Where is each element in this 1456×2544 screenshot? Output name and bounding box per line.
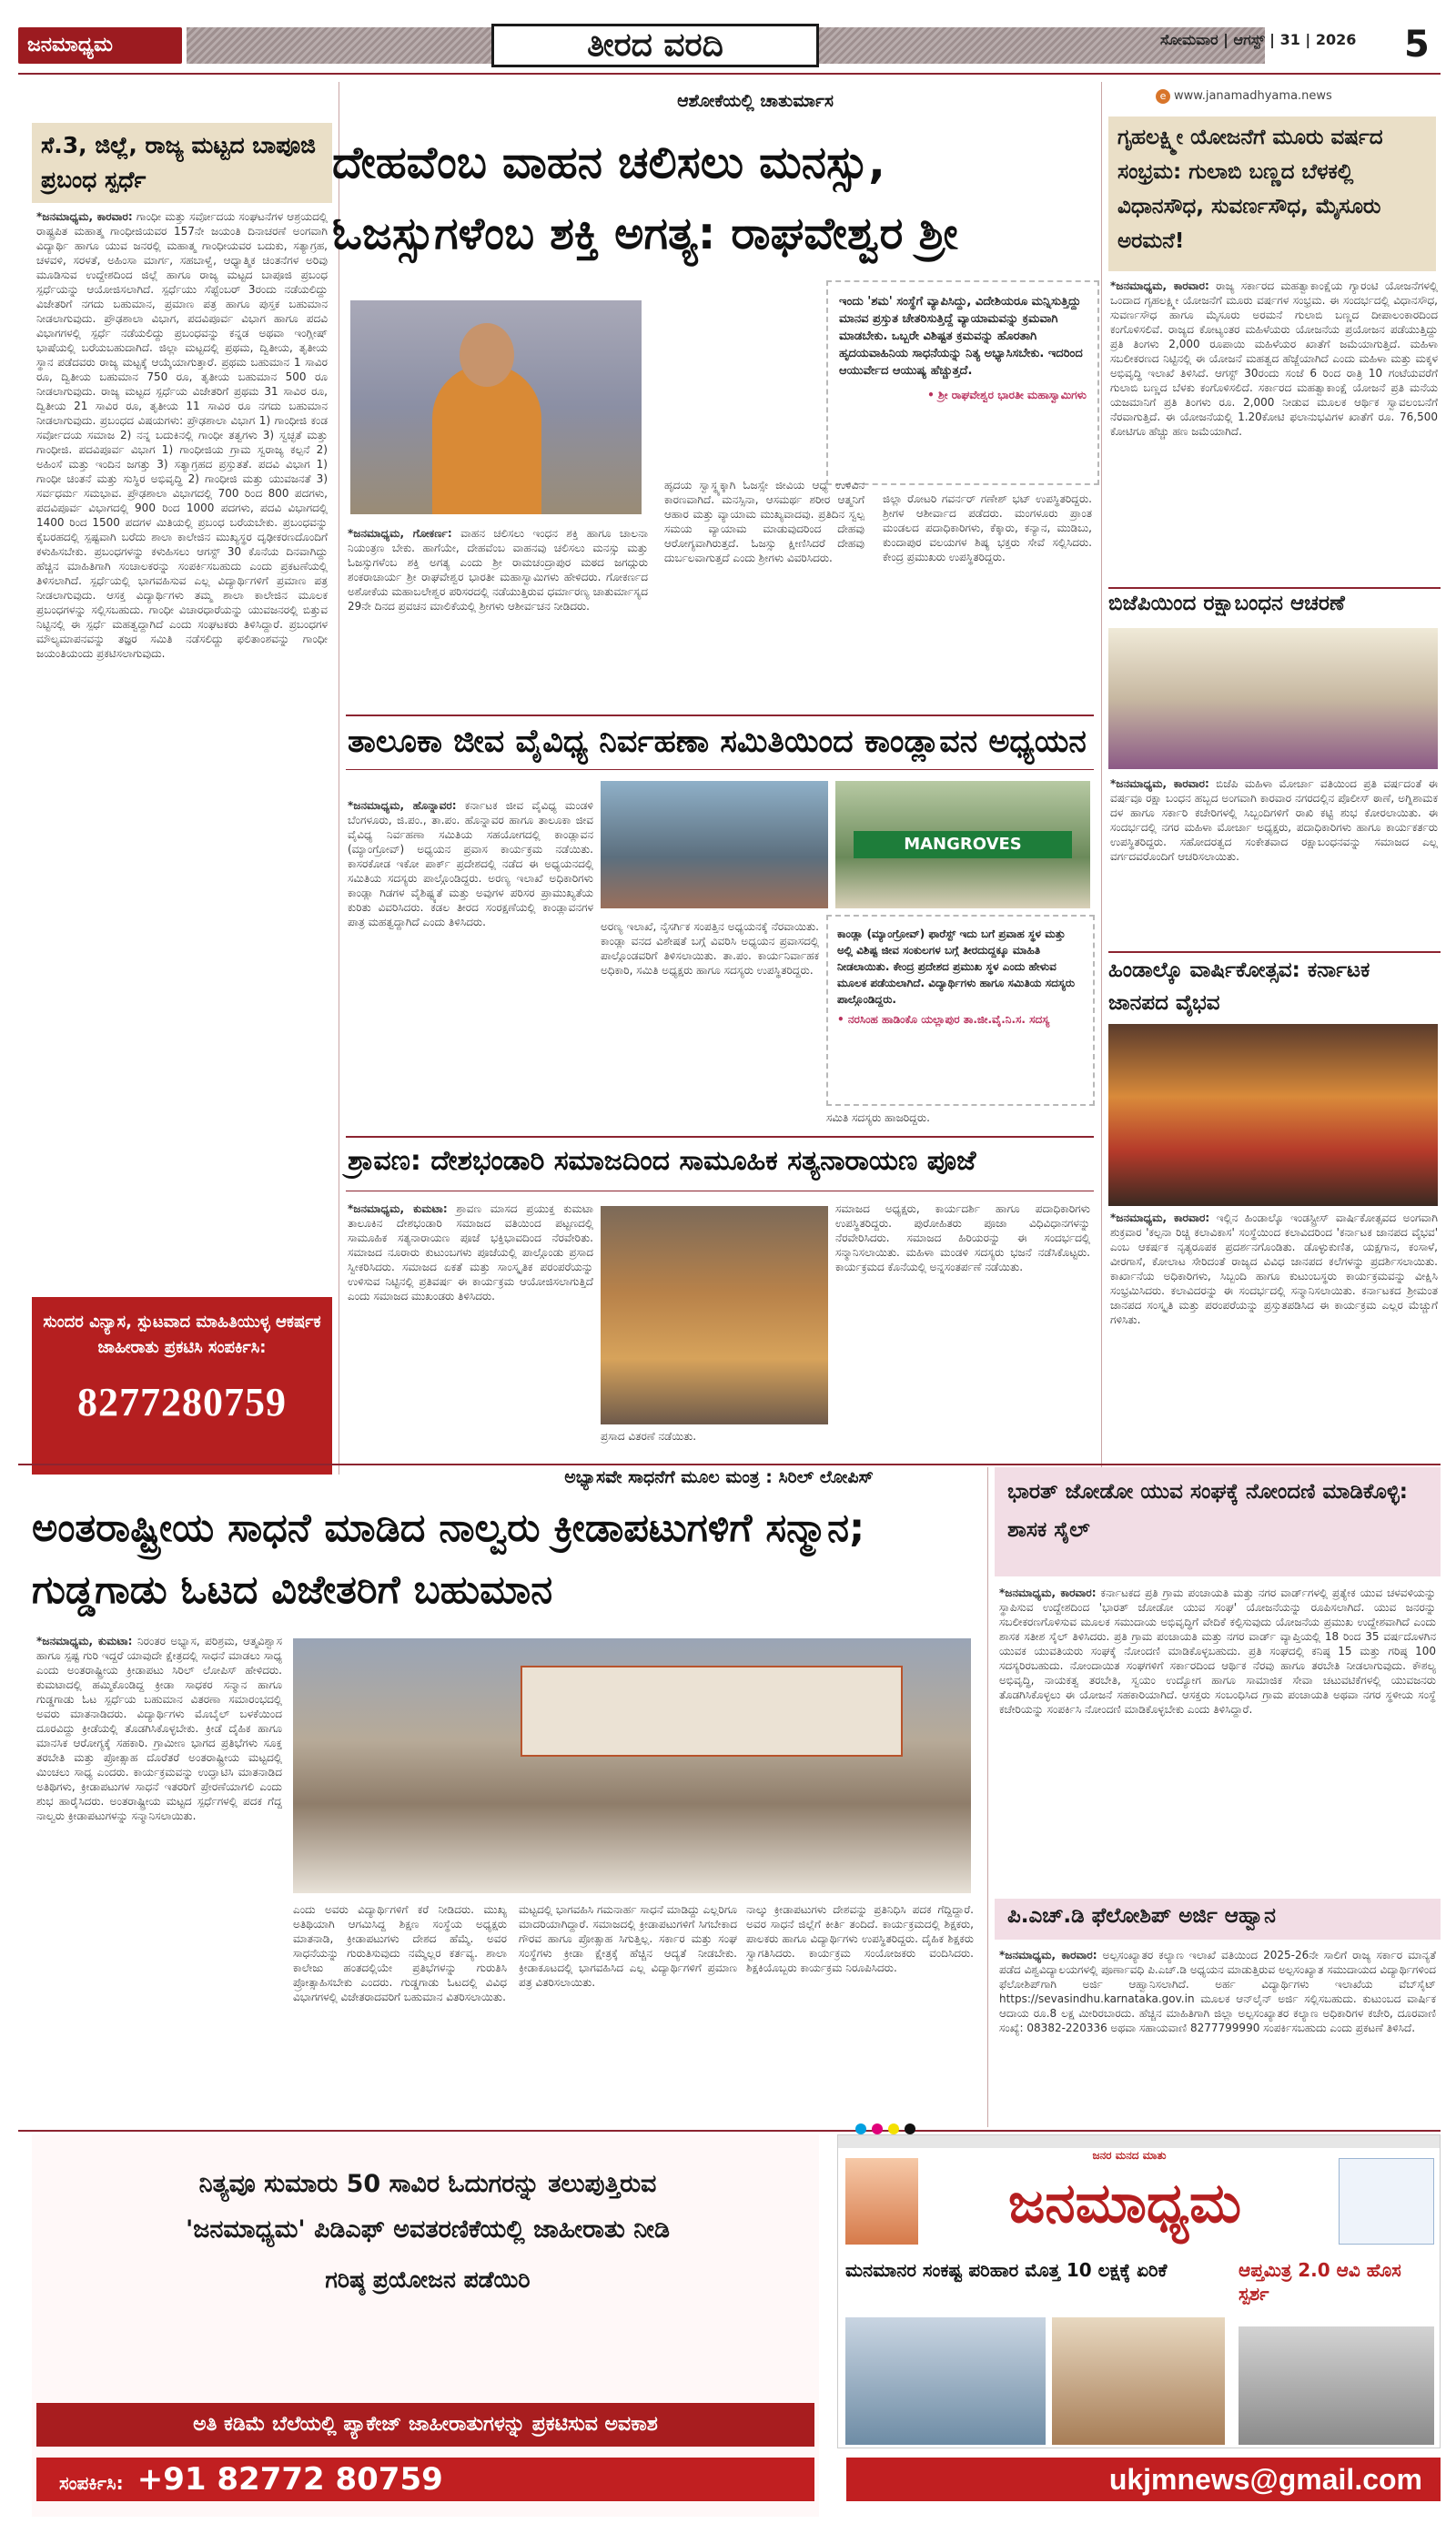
story-text: ಇಲ್ಲಿನ ಹಿಂಡಾಲ್ಕೊ ಇಂಡಸ್ಟ್ರೀಸ್ ವಾರ್ಷಿಕೋತ್ಸವದ ಅಂಗವಾಗಿ ಶುಕ್ರವಾರ 'ಕಲ್ಪನಾ ರಿಚ್ಚಿ ಕಲಾವಿಕಾಸ' ಸಂಸ್ಥೆಯಿಂದ ಕಲಾವಿದರಿಂದ 'ಕರ್ನಾಟಕ ಜಾನಪದ ವೈಭವ' ಎಂಬ ಆಕರ್ಷಕ ನೃತ್ಯರೂಪಕ ಪ್ರದರ್ಶನಗೊಂಡಿತು. ಡೊಳ್ಳುಕುಣಿತ, ಯಕ್ಷಗಾನ, ಕಂಸಾಳೆ, ವೀರಗಾಸೆ, ಕೋಲಾಟ ಸೇರಿದಂತೆ ರಾಜ್ಯದ ವಿವಿಧ ಜಾನಪದ ಕಲೆಗಳನ್ನು ಪ್ರದರ್ಶಿಸಲಾಯಿತು. ಕಾರ್ಖಾನೆಯ ಅಧಿಕಾರಿಗಳು, ಸಿಬ್ಬಂದಿ ಹಾಗೂ ಕುಟುಂಬಸ್ಥರು ಕಾರ್ಯಕ್ರಮವನ್ನು ವೀಕ್ಷಿಸಿ ಸಂಭ್ರಮಿಸಿದರು. ಕಲಾವಿದರನ್ನು ಈ ಸಂದರ್ಭದಲ್ಲಿ ಸನ್ಮಾನಿಸಲಾಯಿತು. ಕರ್ನಾಟಕದ ಶ್ರೀಮಂತ ಜಾನಪದ ಸಂಸ್ಕೃತಿ ಮತ್ತು ಪರಂಪರೆಯನ್ನು ಪ್ರಸ್ತುತಪಡಿಸಿದ ಈ ಕಾರ್ಯಕ್ರಮ ಎಲ್ಲರ ಮೆಚ್ಚುಗೆ ಗಳಿಸಿತು. bbox=[1110, 1211, 1438, 1326]
rakshabandhan-headline: ಬಿಜೆಪಿಯಿಂದ ರಕ್ಷಾಬಂಧನ ಆಚರಣೆ bbox=[1108, 592, 1345, 615]
taluka-headline: ತಾಲೂಕಾ ಜೀವ ವೈವಿಧ್ಯ ನಿರ್ವಹಣಾ ಸಮಿತಿಯಿಂದ ಕಾಂಡ್ಲಾವನ ಅಧ್ಯಯನ bbox=[348, 724, 1087, 760]
sports-story-body bbox=[519, 1902, 737, 2125]
mangroves-banner: MANGROVES bbox=[854, 831, 1072, 858]
story-text: ಅರಣ್ಯ ಇಲಾಖೆ, ನೈಸರ್ಗಿಕ ಸಂಪತ್ತಿನ ಅಧ್ಯಯನಕ್ಕೆ ನೆರವಾಯಿತು. ಕಾಂಡ್ಲಾ ವನದ ವಿಶೇಷತೆ ಬಗ್ಗೆ ವಿವರಿಸಿ ಅಧ್ಯಯನ ಪ್ರವಾಸದಲ್ಲಿ ಪಾಲ್ಗೊಂಡವರಿಗೆ ತಿಳಿಸಲಾಯಿತು. ತಾ.ಪಂ. ಕಾರ್ಯನಿರ್ವಾಹಕ ಅಧಿಕಾರಿ, ಸಮಿತಿ ಅಧ್ಯಕ್ಷರು ಹಾಗೂ ಸದಸ್ಯರು ಉಪಸ್ಥಿತರಿದ್ದರು. bbox=[601, 920, 819, 977]
byline: *ಜನಮಾಧ್ಯಮ, ಗೋಕರ್ಣ: bbox=[348, 527, 452, 540]
byline: *ಜನಮಾಧ್ಯಮ, ಕಾರವಾರ: bbox=[999, 1586, 1097, 1599]
shravana-story-body bbox=[835, 1201, 1090, 1456]
felicitation-photo bbox=[293, 1638, 971, 1893]
registration-dot bbox=[855, 2123, 866, 2134]
swamiji-photo bbox=[350, 300, 642, 514]
hindalco-headline: ಹಿಂಡಾಲ್ಕೊ ವಾರ್ಷಿಕೋತ್ಸವ: ಕರ್ನಾಟಕ ಜಾನಪದ ವೈಭವ bbox=[1108, 958, 1370, 1015]
main-kicker: ಆಶೋಕೆಯಲ್ಲಿ ಚಾತುರ್ಮಾಸ bbox=[677, 91, 834, 111]
section-rule bbox=[1108, 587, 1441, 589]
story-text: ಬಿಜೆಪಿ ಮಹಿಳಾ ಮೋರ್ಚಾ ವತಿಯಿಂದ ಪ್ರತಿ ವರ್ಷದಂತೆ ಈ ವರ್ಷವೂ ರಕ್ಷಾ ಬಂಧನ ಹಬ್ಬದ ಅಂಗವಾಗಿ ಕಾರವಾರ ನಗರದಲ್ಲಿನ ಪೊಲೀಸ್ ಠಾಣೆ, ಅಗ್ನಿಶಾಮಕ ದಳ ಹಾಗೂ ಸರ್ಕಾರಿ ಕಚೇರಿಗಳಲ್ಲಿ ಸಿಬ್ಬಂದಿಗಳಿಗೆ ರಾಖಿ ಕಟ್ಟಿ ಶುಭ ಕೋರಲಾಯಿತು. ಈ ಸಂದರ್ಭದಲ್ಲಿ ನಗರ ಮಹಿಳಾ ಮೋರ್ಚಾ ಅಧ್ಯಕ್ಷರು, ಪದಾಧಿಕಾರಿಗಳು ಹಾಗೂ ಕಾರ್ಯಕರ್ತರು ಉಪಸ್ಥಿತರಿದ್ದರು. ಸಹೋದರತ್ವದ ಸಂಕೇತವಾದ ರಕ್ಷಾಬಂಧನವನ್ನು ಸಮಾಜದ ಎಲ್ಲ ವರ್ಗದವರೊಂದಿಗೆ ಆಚರಿಸಲಾಯಿತು. bbox=[1110, 777, 1438, 863]
thumbnail-logo: ಜನಮಾಧ್ಯಮ bbox=[1007, 2172, 1242, 2235]
ad-line: 'ಜನಮಾಧ್ಯಮ' ಪಿಡಿಎಫ್ ಅವತರಣಿಕೆಯಲ್ಲಿ ಜಾಹೀರಾತು ನೀಡಿ bbox=[185, 2215, 671, 2244]
ad-line: ಗರಿಷ್ಠ ಪ್ರಯೋಜನ ಪಡೆಯಿರಿ bbox=[325, 2266, 531, 2293]
taluka-story-body bbox=[826, 1110, 1095, 1129]
taluka-story-body bbox=[601, 919, 819, 1127]
bharat-jodo-body bbox=[999, 1586, 1436, 1890]
thumbnail-headline: ಮನಮಾನರ ಸಂಕಷ್ಟ ಪರಿಹಾರ ಮೊತ್ತ 10 ಲಕ್ಷಕ್ಕೆ ಏರಿಕೆ bbox=[845, 2259, 1168, 2281]
byline: *ಜನಮಾಧ್ಯಮ, ಕಾರವಾರ: bbox=[1110, 279, 1209, 292]
page-number: 5 bbox=[1404, 24, 1430, 66]
section-rule bbox=[18, 1464, 1441, 1465]
quote-attribution: • ಶ್ರೀ ರಾಘವೇಶ್ವರ ಭಾರತೀ ಮಹಾಸ್ವಾಮಿಗಳು bbox=[927, 389, 1087, 401]
story-text: ರಾಜ್ಯ ಸರ್ಕಾರದ ಮಹತ್ವಾಕಾಂಕ್ಷೆಯ ಗ್ಯಾರಂಟಿ ಯೋಜನೆಗಳಲ್ಲಿ ಒಂದಾದ ಗೃಹಲಕ್ಷ್ಮೀ ಯೋಜನೆಗೆ ಮೂರು ವರ್ಷಗಳ ಸಂಭ್ರಮ. ಈ ಸಂದರ್ಭದಲ್ಲಿ ವಿಧಾನಸೌಧ, ಸುವರ್ಣಸೌಧ ಹಾಗೂ ಮೈಸೂರು ಅರಮನೆ ಗುಲಾಬಿ ಬಣ್ಣದ ದೀಪಾಲಂಕಾರದಿಂದ ಕಂಗೊಳಿಸಲಿವೆ. ರಾಜ್ಯದ ಕೋಟ್ಯಂತರ ಮಹಿಳೆಯರು ಯೋಜನೆಯ ಪ್ರಯೋಜನ ಪಡೆಯುತ್ತಿದ್ದು ಪ್ರತಿ ತಿಂಗಳು 2,000 ರೂಪಾಯಿ ಮಹಿಳೆಯರ ಖಾತೆಗೆ ಜಮೆಯಾಗುತ್ತಿದೆ. ಮಹಿಳಾ ಸಬಲೀಕರಣದ ನಿಟ್ಟಿನಲ್ಲಿ ಈ ಯೋಜನೆ ಮಹತ್ವದ ಹೆಜ್ಜೆಯಾಗಿದೆ ಎಂದು ಮಹಿಳಾ ಮತ್ತು ಮಕ್ಕಳ ಅಭಿವೃದ್ಧಿ ಇಲಾಖೆ ತಿಳಿಸಿದೆ. ಆಗಸ್ಟ್ 30ರಂದು ಸಂಜೆ 6 ರಿಂದ ರಾತ್ರಿ 10 ಗಂಟೆಯವರೆಗೆ ಗುಲಾಬಿ ಬಣ್ಣದ ಬೆಳಕು ಕಂಗೊಳಿಸಲಿದೆ. ಸರ್ಕಾರದ ಮಹತ್ವಾಕಾಂಕ್ಷೆ ಯೋಜನೆ ಪ್ರತಿ ಮನೆಯ ಯಜಮಾನಿಗೆ ಪ್ರತಿ ತಿಂಗಳು ರೂ. 2,000 ನೀಡುವ ಮೂಲಕ ಆರ್ಥಿಕ ಸ್ವಾವಲಂಬನೆಗೆ ನೆರವಾಗುತ್ತಿದೆ. ಈ ಯೋಜನೆಯಲ್ಲಿ 1.20ಕೋಟಿ ಫಲಾನುಭವಿಗಳ ಖಾತೆಗೆ ರೂ. 76,500 ಕೋಟಿಗೂ ಹೆಚ್ಚು ಹಣ ಜಮೆಯಾಗಿದೆ. bbox=[1110, 279, 1438, 438]
left-story-header bbox=[32, 123, 332, 203]
section-rule bbox=[346, 769, 1094, 770]
column-divider bbox=[1101, 82, 1102, 1475]
header-rule bbox=[18, 73, 1441, 75]
section-title: ತೀರದ ವರದಿ bbox=[491, 24, 819, 67]
story-text: ಹೃದಯ ಸ್ವಾಸ್ಥ್ಯಕ್ಕಾಗಿ ಓಜಸ್ಸೇ ಜೀವಿಯ ಆಧ್ಯ ಉಳಿವಿನ ಕಾರಣವಾಗಿದೆ. ಮನಸ್ಸಿನಾ, ಆಸಮರ್ಥ ಶರೀರ ಆತ್ಮನಿಗೆ ಆಹಾರ ಮತ್ತು ವ್ಯಾಯಾಮ ಮುಖ್ಯವಾದವು. ಪ್ರತಿದಿನ ಸ್ವಲ್ಪ ಸಮಯ ವ್ಯಾಯಾಮ ಮಾಡುವುದರಿಂದ ದೇಹವು ಆರೋಗ್ಯವಾಗಿರುತ್ತದೆ. ಓಜಸ್ಸು ಕ್ಷೀಣಿಸಿದರೆ ದೇಹವು ದುರ್ಬಲವಾಗುತ್ತದೆ ಎಂದು ಶ್ರೀಗಳು ವಿವರಿಸಿದರು. bbox=[664, 479, 864, 564]
shravana-story-body bbox=[601, 1429, 828, 1456]
story-text: ನಿರಂತರ ಅಭ್ಯಾಸ, ಪರಿಶ್ರಮ, ಆತ್ಮವಿಶ್ವಾಸ ಹಾಗೂ ಸ್ಪಷ್ಟ ಗುರಿ ಇದ್ದರೆ ಯಾವುದೇ ಕ್ಷೇತ್ರದಲ್ಲಿ ಸಾಧನೆ ಮಾಡಲು ಸಾಧ್ಯ ಎಂದು ಅಂತರಾಷ್ಟ್ರೀಯ ಕ್ರೀಡಾಪಟು ಸಿರಿಲ್ ಲೋಪಿಸ್ ಹೇಳಿದರು. ಕುಮಟಾದಲ್ಲಿ ಹಮ್ಮಿಕೊಂಡಿದ್ದ ಕ್ರೀಡಾ ಸಾಧಕರ ಸನ್ಮಾನ ಹಾಗೂ ಗುಡ್ಡಗಾಡು ಓಟ ಸ್ಪರ್ಧೆಯ ಬಹುಮಾನ ವಿತರಣಾ ಸಮಾರಂಭದಲ್ಲಿ ಅವರು ಮಾತನಾಡಿದರು. ವಿದ್ಯಾರ್ಥಿಗಳು ಮೊಬೈಲ್ ಬಳಕೆಯಿಂದ ದೂರವಿದ್ದು ಕ್ರೀಡೆಯಲ್ಲಿ ತೊಡಗಿಸಿಕೊಳ್ಳಬೇಕು. ಕ್ರೀಡೆ ದೈಹಿಕ ಹಾಗೂ ಮಾನಸಿಕ ಆರೋಗ್ಯಕ್ಕೆ ಸಹಕಾರಿ. ಗ್ರಾಮೀಣ ಭಾಗದ ಪ್ರತಿಭೆಗಳು ಸೂಕ್ತ ತರಬೇತಿ ಮತ್ತು ಪ್ರೋತ್ಸಾಹ ದೊರೆತರೆ ಅಂತರಾಷ್ಟ್ರೀಯ ಮಟ್ಟದಲ್ಲಿ ಮಿಂಚಲು ಸಾಧ್ಯ ಎಂದರು. ಕಾರ್ಯಕ್ರಮವನ್ನು ಉದ್ಘಾಟಿಸಿ ಮಾತನಾಡಿದ ಅತಿಥಿಗಳು, ಕ್ರೀಡಾಪಟುಗಳ ಸಾಧನೆ ಇತರರಿಗೆ ಪ್ರೇರಣೆಯಾಗಲಿ ಎಂದು ಶುಭ ಹಾರೈಸಿದರು. ಅಂತರಾಷ್ಟ್ರೀಯ ಮಟ್ಟದ ಸ್ಪರ್ಧೆಗಳಲ್ಲಿ ಪದಕ ಗೆದ್ದ ನಾಲ್ವರು ಕ್ರೀಡಾಪಟುಗಳನ್ನು ಸನ್ಮಾನಿಸಲಾಯಿತು. bbox=[36, 1635, 282, 1822]
thumbnail-photo bbox=[845, 2317, 1046, 2445]
grihalakshmi-body bbox=[1110, 279, 1438, 588]
grihalakshmi-headline: ಗೃಹಲಕ್ಷ್ಮೀ ಯೋಜನೆಗೆ ಮೂರು ವರ್ಷದ ಸಂಭ್ರಮ: ಗುಲಾಬಿ ಬಣ್ಣದ ಬೆಳಕಲ್ಲಿ ವಿಧಾನಸೌಧ, ಸುವರ್ಣಸೌಧ, ಮೈಸೂರು ಅರಮನೆ! bbox=[1108, 117, 1436, 271]
contact-label: ಸಂಪರ್ಕಿಸಿ: bbox=[59, 2472, 124, 2494]
story-text: ಎಂದು ಅವರು ವಿದ್ಯಾರ್ಥಿಗಳಿಗೆ ಕರೆ ನೀಡಿದರು. ಮುಖ್ಯ ಅತಿಥಿಯಾಗಿ ಆಗಮಿಸಿದ್ದ ಶಿಕ್ಷಣ ಸಂಸ್ಥೆಯ ಅಧ್ಯಕ್ಷರು ಮಾತನಾಡಿ, ಕ್ರೀಡಾಪಟುಗಳು ದೇಶದ ಹೆಮ್ಮೆ. ಅವರ ಸಾಧನೆಯನ್ನು ಗುರುತಿಸುವುದು ನಮ್ಮೆಲ್ಲರ ಕರ್ತವ್ಯ. ಶಾಲಾ ಕಾಲೇಜು ಹಂತದಲ್ಲಿಯೇ ಪ್ರತಿಭೆಗಳನ್ನು ಗುರುತಿಸಿ ಪ್ರೋತ್ಸಾಹಿಸಬೇಕು ಎಂದರು. ಗುಡ್ಡಗಾಡು ಓಟದಲ್ಲಿ ವಿವಿಧ ವಿಭಾಗಗಳಲ್ಲಿ ವಿಜೇತರಾದವರಿಗೆ ಬಹುಮಾನ ವಿತರಿಸಲಾಯಿತು. bbox=[293, 1903, 507, 2003]
registration-dot bbox=[888, 2123, 899, 2134]
ad-phone[interactable]: 8277280759 bbox=[77, 1380, 287, 1424]
sports-story-body bbox=[293, 1902, 507, 2125]
main-story-body bbox=[664, 478, 864, 705]
print-registration-marks bbox=[855, 2121, 965, 2132]
sports-story-body bbox=[746, 1902, 974, 2125]
story-text: ಸಮಿತಿ ಸದಸ್ಯರು ಹಾಜರಿದ್ದರು. bbox=[826, 1111, 930, 1124]
story-text: ಸಮಾಜದ ಅಧ್ಯಕ್ಷರು, ಕಾರ್ಯದರ್ಶಿ ಹಾಗೂ ಪದಾಧಿಕಾರಿಗಳು ಉಪಸ್ಥಿತರಿದ್ದರು. ಪುರೋಹಿತರು ಪೂಜಾ ವಿಧಿವಿಧಾನಗಳನ್ನು ನೆರವೇರಿಸಿದರು. ಸಮಾಜದ ಹಿರಿಯರನ್ನು ಈ ಸಂದರ್ಭದಲ್ಲಿ ಸನ್ಮಾನಿಸಲಾಯಿತು. ಮಹಿಳಾ ಮಂಡಳಿ ಸದಸ್ಯರು ಭಜನೆ ನಡೆಸಿಕೊಟ್ಟರು. ಕಾರ್ಯಕ್ರಮದ ಕೊನೆಯಲ್ಲಿ ಅನ್ನಸಂತರ್ಪಣೆ ನಡೆಯಿತು. bbox=[835, 1202, 1090, 1273]
contact-email[interactable]: ukjmnews@gmail.com bbox=[846, 2458, 1441, 2501]
story-text: ಪ್ರಸಾದ ವಿತರಣೆ ನಡೆಯಿತು. bbox=[601, 1430, 697, 1443]
thumbnail-side-photo bbox=[845, 2158, 918, 2245]
ad-line: ನಿತ್ಯವೂ ಸುಮಾರು 50 ಸಾವಿರ ಓದುಗರನ್ನು ತಲುಪುತ್ತಿರುವ bbox=[198, 2170, 657, 2198]
registration-dot bbox=[905, 2123, 915, 2134]
main-story-body bbox=[348, 526, 648, 704]
thumbnail-photo bbox=[1239, 2326, 1434, 2445]
rakshabandhan-photo bbox=[1108, 628, 1438, 769]
quote-attribution: • ನರಸಿಂಹ ಹಾಡಿಂಕೊ ಯಲ್ಲಾಪುರ ತಾ.ಜೀ.ವೈ.ನಿ.ಸ. ಸದಸ್ಯ bbox=[837, 1013, 1050, 1026]
story-text: ಗಾಂಧೀ ಮತ್ತು ಸರ್ವೋದಯ ಸಂಘಟನೆಗಳ ಆಶ್ರಯದಲ್ಲಿ ರಾಷ್ಟ್ರಪಿತ ಮಹಾತ್ಮ ಗಾಂಧೀಜಿಯವರ 157ನೇ ಜಯಂತಿ ದಿನಾಚರಣೆ ಅಂಗವಾಗಿ ವಿದ್ಯಾರ್ಥಿ ಹಾಗೂ ಯುವ ಜನರಲ್ಲಿ ಮಹಾತ್ಮ ಗಾಂಧೀಯವರ ಬದುಕು, ಸತ್ಯಾಗ್ರಹ, ಚಳವಳಿ, ಸರಳತೆ, ಅಹಿಂಸಾ ಮಾರ್ಗ, ಸಹಬಾಳ್ವೆ, ಆಧ್ಯಾತ್ಮಿಕ ಚಿಂತನೆಗಳ ಅರಿವು ಮೂಡಿಸುವ ಉದ್ದೇಶದಿಂದ ಜಿಲ್ಲೆ ಹಾಗೂ ರಾಜ್ಯ ಮಟ್ಟದ ಬಾಪೂಜಿ ಪ್ರಬಂಧ ಸ್ಪರ್ಧೆಯನ್ನು ಆಯೋಜಿಸಲಾಗಿದೆ. ಸ್ಪರ್ಧೆಯು ಸೆಪ್ಟೆಂಬರ್ 3ರಂದು ನಡೆಯಲಿದ್ದು ವಿಜೇತರಿಗೆ ನಗದು ಬಹುಮಾನ, ಪ್ರಮಾಣ ಪತ್ರ ಹಾಗೂ ಪುಸ್ತಕ ಬಹುಮಾನ ನೀಡಲಾಗುವುದು. ಪ್ರೌಢಶಾಲಾ ವಿಭಾಗ, ಪದವಿಪೂರ್ವ ವಿಭಾಗ ಹಾಗೂ ಪದವಿ ವಿಭಾಗಗಳಲ್ಲಿ ಸ್ಪರ್ಧೆ ನಡೆಯಲಿದ್ದು ಪ್ರಬಂಧವನ್ನು ಕನ್ನಡ ಅಥವಾ ಇಂಗ್ಲೀಷ್ ಭಾಷೆಯಲ್ಲಿ ಬರೆಯಬಹುದಾಗಿದೆ. ಜಿಲ್ಲಾ ಮಟ್ಟದಲ್ಲಿ ಪ್ರಥಮ, ದ್ವಿತೀಯ, ತೃತೀಯ ಸ್ಥಾನ ಪಡೆದವರು ರಾಜ್ಯ ಮಟ್ಟಕ್ಕೆ ಆಯ್ಕೆಯಾಗುತ್ತಾರೆ. ಪ್ರಥಮ ಬಹುಮಾನ 1 ಸಾವಿರ ರೂ, ದ್ವಿತೀಯ ಬಹುಮಾನ 750 ರೂ, ತೃತೀಯ ಬಹುಮಾನ 500 ರೂ ನೀಡಲಾಗುವುದು. ರಾಜ್ಯ ಮಟ್ಟದ ಸ್ಪರ್ಧೆಯ ವಿಜೇತರಿಗೆ ಪ್ರಥಮ 31 ಸಾವಿರ ರೂ, ದ್ವಿತೀಯ 21 ಸಾವಿರ ರೂ, ತೃತೀಯ 11 ಸಾವಿರ ರೂ ನಗದು ಬಹುಮಾನ ನೀಡಲಾಗುವುದು. ಪ್ರಬಂಧದ ವಿಷಯಗಳು: ಪ್ರೌಢಶಾಲಾ ವಿಭಾಗ 1) ಗಾಂಧೀಜಿ ಕಂಡ ಸರ್ವೋದಯ ಸಮಾಜ 2) ನನ್ನ ಬದುಕಿನಲ್ಲಿ ಗಾಂಧೀ ತತ್ವಗಳು 3) ಸ್ವಚ್ಛತೆ ಮತ್ತು ಗಾಂಧೀಜಿ. ಪದವಿಪೂರ್ವ ವಿಭಾಗ 1) ಗಾಂಧೀಜಿಯ ಗ್ರಾಮ ಸ್ವರಾಜ್ಯ ಕಲ್ಪನೆ 2) ಅಹಿಂಸೆ ಮತ್ತು ಇಂದಿನ ಜಗತ್ತು 3) ಸತ್ಯಾಗ್ರಹದ ಪ್ರಸ್ತುತತೆ. ಪದವಿ ವಿಭಾಗ 1) ಗಾಂಧೀ ಚಿಂತನೆ ಮತ್ತು ಸುಸ್ಥಿರ ಅಭಿವೃದ್ಧಿ 2) ಗಾಂಧೀಜಿ ಮತ್ತು ಯುವಜನತೆ 3) ಸರ್ವಧರ್ಮ ಸಮಭಾವ. ಪ್ರೌಢಶಾಲಾ ವಿಭಾಗದಲ್ಲಿ 700 ರಿಂದ 800 ಪದಗಳು, ಪದವಿಪೂರ್ವ ವಿಭಾಗದಲ್ಲಿ 900 ರಿಂದ 1000 ಪದಗಳು, ಪದವಿ ವಿಭಾಗದಲ್ಲಿ 1400 ರಿಂದ 1500 ಪದಗಳ ಮಿತಿಯಲ್ಲಿ ಪ್ರಬಂಧ ಬರೆಯಬೇಕು. ಪ್ರಬಂಧವನ್ನು ಕೈಬರಹದಲ್ಲಿ ಸ್ಪಷ್ಟವಾಗಿ ಬರೆದು ಶಾಲಾ ಕಾಲೇಜಿನ ಮುಖ್ಯಸ್ಥರ ದೃಢೀಕರಣದೊಂದಿಗೆ ಕಳುಹಿಸಬೇಕು. ಪ್ರಬಂಧಗಳನ್ನು ಕಳುಹಿಸಲು ಆಗಸ್ಟ್ 30 ಕೊನೆಯ ದಿನವಾಗಿದ್ದು ಹೆಚ್ಚಿನ ಮಾಹಿತಿಗಾಗಿ ಸಂಚಾಲಕರನ್ನು ಸಂಪರ್ಕಿಸಬಹುದು ಎಂದು ಪ್ರಕಟಣೆಯಲ್ಲಿ ತಿಳಿಸಲಾಗಿದೆ. ಸ್ಪರ್ಧೆಯಲ್ಲಿ ಭಾಗವಹಿಸುವ ಎಲ್ಲ ವಿದ್ಯಾರ್ಥಿಗಳಿಗೆ ಪ್ರಮಾಣ ಪತ್ರ ನೀಡಲಾಗುವುದು. ಆಸಕ್ತ ವಿದ್ಯಾರ್ಥಿಗಳು ತಮ್ಮ ಶಾಲಾ ಕಾಲೇಜಿನ ಮೂಲಕ ಪ್ರಬಂಧಗಳನ್ನು ಸಲ್ಲಿಸಬಹುದು. ಗಾಂಧೀ ವಿಚಾರಧಾರೆಯನ್ನು ಯುವಜನರಲ್ಲಿ ಬಿತ್ತುವ ನಿಟ್ಟಿನಲ್ಲಿ ಈ ಸ್ಪರ್ಧೆ ಮಹತ್ವದ್ದಾಗಿದೆ ಎಂದು ಸಂಘಟಕರು ತಿಳಿಸಿದ್ದಾರೆ. ಪ್ರಬಂಧಗಳ ಮೌಲ್ಯಮಾಪನವನ್ನು ತಜ್ಞರ ಸಮಿತಿ ನಡೆಸಲಿದ್ದು ಫಲಿತಾಂಶವನ್ನು ಗಾಂಧೀ ಜಯಂತಿಯಂದು ಪ್ರಕಟಿಸಲಾಗುವುದು. bbox=[36, 210, 328, 660]
main-quote-box bbox=[826, 280, 1099, 485]
section-rule bbox=[346, 715, 1094, 716]
hindalco-body bbox=[1110, 1211, 1438, 1461]
byline: *ಜನಮಾಧ್ಯಮ, ಕಾರವಾರ: bbox=[1110, 1211, 1210, 1224]
thumbnail-headline: ಆಪ್ತಮಿತ್ರ 2.0 ಆವಿ ಹೊಸ ಸ್ಪರ್ಶ bbox=[1239, 2259, 1401, 2305]
masthead-logo[interactable]: ಜನಮಾಧ್ಯಮ bbox=[18, 27, 182, 64]
puja-photo bbox=[601, 1206, 828, 1424]
thumbnail-weather-box bbox=[1339, 2158, 1434, 2245]
sports-kicker: ಅಭ್ಯಾಸವೇ ಸಾಧನೆಗೆ ಮೂಲ ಮಂತ್ರ : ಸಿರಿಲ್ ಲೋಪಿಸ್ bbox=[564, 1467, 874, 1487]
classified-ad-box[interactable] bbox=[32, 1297, 332, 1475]
byline: *ಜನಮಾಧ್ಯಮ, ಕಾರವಾರ: bbox=[1110, 777, 1209, 790]
taluka-group-photo bbox=[601, 781, 828, 908]
sports-story-body bbox=[36, 1634, 282, 2125]
left-story-headline: ಸೆ.3, ಜಿಲ್ಲೆ, ರಾಜ್ಯ ಮಟ್ಟದ ಬಾಪೂಜಿ ಪ್ರಬಂಧ ಸ್ಪರ್ಧೆ bbox=[41, 132, 316, 193]
byline: *ಜನಮಾಧ್ಯಮ, ಹೊನ್ನಾವರ: bbox=[348, 799, 457, 812]
column-divider bbox=[987, 1467, 988, 2127]
story-text: ಕರ್ನಾಟಕ ಜೀವ ವೈವಿಧ್ಯ ಮಂಡಳಿ ಬೆಂಗಳೂರು, ಜಿ.ಪಂ., ತಾ.ಪಂ. ಹೊನ್ನಾವರ ಹಾಗೂ ತಾಲೂಕಾ ಜೀವ ವೈವಿಧ್ಯ ನಿರ್ವಹಣಾ ಸಮಿತಿಯ ಸಹಯೋಗದಲ್ಲಿ ಕಾಂಡ್ಲಾವನ (ಮ್ಯಾಂಗ್ರೋವ್) ಅಧ್ಯಯನ ಪ್ರವಾಸ ಕಾರ್ಯಕ್ರಮ ನಡೆಯಿತು. ಕಾಸರಕೋಡ ಇಕೋ ಪಾರ್ಕ್ ಪ್ರದೇಶದಲ್ಲಿ ನಡೆದ ಈ ಅಧ್ಯಯನದಲ್ಲಿ ಸಮಿತಿಯ ಸದಸ್ಯರು ಪಾಲ್ಗೊಂಡಿದ್ದರು. ಅರಣ್ಯ ಇಲಾಖೆ ಅಧಿಕಾರಿಗಳು ಕಾಂಡ್ಲಾ ಗಿಡಗಳ ವೈಶಿಷ್ಟ್ಯತೆ ಮತ್ತು ಅವುಗಳ ಪರಿಸರ ಪ್ರಾಮುಖ್ಯತೆಯ ಕುರಿತು ವಿವರಿಸಿದರು. ಕಡಲ ತೀರದ ಸಂರಕ್ಷಣೆಯಲ್ಲಿ ಕಾಂಡ್ಲಾವನಗಳ ಪಾತ್ರ ಮಹತ್ವದ್ದಾಗಿದೆ ಎಂದು ತಿಳಿಸಿದರು. bbox=[348, 799, 593, 928]
story-text: ವಾಹನ ಚಲಿಸಲು ಇಂಧನ ಶಕ್ತಿ ಹಾಗೂ ಚಾಲನಾ ನಿಯಂತ್ರಣ ಬೇಕು. ಹಾಗೆಯೇ, ದೇಹವೆಂಬ ವಾಹನವು ಚಲಿಸಲು ಮನಸ್ಸು ಮತ್ತು ಓಜಸ್ಸುಗಳೆಂಬ ಶಕ್ತಿ ಅಗತ್ಯ ಎಂದು ಶ್ರೀ ರಾಮಚಂದ್ರಾಪುರ ಮಠದ ಜಗದ್ಗುರು ಶಂಕರಾಚಾರ್ಯ ಶ್ರೀ ರಾಘವೇಶ್ವರ ಭಾರತೀ ಮಹಾಸ್ವಾಮಿಗಳು ಹೇಳಿದರು. ಗೋಕರ್ಣದ ಅಶೋಕೆಯ ಮಹಾಬಲೇಶ್ವರ ಪರಿಸರದಲ್ಲಿ ನಡೆಯುತ್ತಿರುವ ಧರ್ಮಾರಣ್ಯ ಚಾತುರ್ಮಾಸ್ಯದ 29ನೇ ದಿನದ ಪ್ರವಚನ ಮಾಲಿಕೆಯಲ್ಲಿ ಶ್ರೀಗಳು ಆಶೀರ್ವಚನ ನೀಡಿದರು. bbox=[348, 527, 648, 613]
taluka-story-body bbox=[348, 798, 593, 1126]
story-text: ನಾಲ್ಕು ಕ್ರೀಡಾಪಟುಗಳು ದೇಶವನ್ನು ಪ್ರತಿನಿಧಿಸಿ ಪದಕ ಗೆದ್ದಿದ್ದಾರೆ. ಅವರ ಸಾಧನೆ ಜಿಲ್ಲೆಗೆ ಕೀರ್ತಿ ತಂದಿದೆ. ಕಾರ್ಯಕ್ರಮದಲ್ಲಿ ಶಿಕ್ಷಕರು, ಪಾಲಕರು ಹಾಗೂ ವಿದ್ಯಾರ್ಥಿಗಳು ಉಪಸ್ಥಿತರಿದ್ದರು. ದೈಹಿಕ ಶಿಕ್ಷಕರು ಸ್ವಾಗತಿಸಿದರು. ಕಾರ್ಯಕ್ರಮ ಸಂಯೋಜಕರು ವಂದಿಸಿದರು. ಶಿಕ್ಷಕಿಯೊಬ್ಬರು ಕಾರ್ಯಕ್ರಮ ನಿರೂಪಿಸಿದರು. bbox=[746, 1903, 974, 1974]
registration-dot bbox=[872, 2123, 883, 2134]
story-text: ಜಿಲ್ಲಾ ರೋಟರಿ ಗವರ್ನರ್ ಗಣೇಶ್ ಭಟ್ ಉಪಸ್ಥಿತರಿದ್ದರು. ಶ್ರೀಗಳ ಆಶೀರ್ವಾದ ಪಡೆದರು. ಮಂಗಳೂರು ಪ್ರಾಂತ ಮಂಡಲದ ಪದಾಧಿಕಾರಿಗಳು, ಕೆಕ್ಕಾರು, ಕನ್ಯಾನ, ಮುಡಿಬು, ಕುಂದಾಪುರ ವಲಯಗಳ ಶಿಷ್ಯ ಭಕ್ತರು ಸೇವೆ ಸಲ್ಲಿಸಿದರು. ಕೇಂದ್ರ ಪ್ರಮುಖರು ಉಪಸ್ಥಿತರಿದ್ದರು. bbox=[883, 492, 1092, 563]
sports-headline: ಅಂತರಾಷ್ಟ್ರೀಯ ಸಾಧನೆ ಮಾಡಿದ ನಾಲ್ವರು ಕ್ರೀಡಾಪಟುಗಳಿಗೆ ಸನ್ಮಾನ; ಗುಡ್ಡಗಾಡು ಓಟದ ವಿಜೇತರಿಗೆ ಬಹುಮಾನ bbox=[32, 1505, 865, 1613]
website-link[interactable] bbox=[1156, 89, 1429, 109]
mangroves-photo bbox=[835, 781, 1090, 908]
bharat-jodo-header bbox=[995, 1467, 1441, 1576]
byline: *ಜನಮಾಧ್ಯಮ, ಕುಮಟಾ: bbox=[36, 1635, 133, 1647]
thumbnail-photo bbox=[1052, 2317, 1225, 2445]
thumbnail-topbar bbox=[838, 2135, 1441, 2148]
website-text: www.janamadhyama.news bbox=[1174, 89, 1332, 103]
section-rule bbox=[1108, 951, 1441, 953]
stage-banner bbox=[521, 1666, 903, 1757]
story-text: ಮಟ್ಟದಲ್ಲಿ ಭಾಗವಹಿಸಿ ಗಮನಾರ್ಹ ಸಾಧನೆ ಮಾಡಿದ್ದು ಎಲ್ಲರಿಗೂ ಮಾದರಿಯಾಗಿದ್ದಾರೆ. ಸಮಾಜದಲ್ಲಿ ಕ್ರೀಡಾಪಟುಗಳಿಗೆ ಸಿಗಬೇಕಾದ ಗೌರವ ಹಾಗೂ ಪ್ರೋತ್ಸಾಹ ಸಿಗುತ್ತಿಲ್ಲ. ಸರ್ಕಾರ ಮತ್ತು ಸಂಘ ಸಂಸ್ಥೆಗಳು ಕ್ರೀಡಾ ಕ್ಷೇತ್ರಕ್ಕೆ ಹೆಚ್ಚಿನ ಆದ್ಯತೆ ನೀಡಬೇಕು. ಕ್ರೀಡಾಕೂಟದಲ್ಲಿ ಭಾಗವಹಿಸಿದ ಎಲ್ಲ ವಿದ್ಯಾರ್ಥಿಗಳಿಗೆ ಪ್ರಮಾಣ ಪತ್ರ ವಿತರಿಸಲಾಯಿತು. bbox=[519, 1903, 737, 1989]
thumbnail-tagline: ಜನರ ಮನದ ಮಾತು bbox=[1092, 2149, 1167, 2162]
shravana-headline: ಶ್ರಾವಣ: ದೇಶಭಂಡಾರಿ ಸಮಾಜದಿಂದ ಸಾಮೂಹಿಕ ಸತ್ಯನಾರಾಯಣ ಪೂಜೆ bbox=[348, 1145, 976, 1177]
story-text: ಕರ್ನಾಟಕದ ಪ್ರತಿ ಗ್ರಾಮ ಪಂಚಾಯತಿ ಮತ್ತು ನಗರ ವಾರ್ಡ್‌ಗಳಲ್ಲಿ ಪ್ರತ್ಯೇಕ ಯುವ ಚಳವಳಿಯನ್ನು ಸ್ಥಾಪಿಸುವ ಉದ್ದೇಶದಿಂದ 'ಭಾರತ್ ಜೋಡೋ ಯುವ ಸಂಘ' ಯೋಜನೆಯನ್ನು ರೂಪಿಸಲಾಗಿದೆ. ಯುವ ಜನರನ್ನು ಸಬಲೀಕರಣಗೊಳಿಸುವ ಮೂಲಕ ಸಮುದಾಯ ಅಭಿವೃದ್ಧಿಗೆ ವೇದಿಕೆ ಕಲ್ಪಿಸುವುದು ಯೋಜನೆಯ ಪ್ರಮುಖ ಉದ್ದೇಶವಾಗಿದೆ ಎಂದು ಶಾಸಕ ಸತೀಶ ಸೈಲ್ ತಿಳಿಸಿದರು. ಪ್ರತಿ ಗ್ರಾಮ ಪಂಚಾಯತಿ ಮತ್ತು ನಗರ ವಾರ್ಡ್ ವ್ಯಾಪ್ತಿಯಲ್ಲಿ 18 ರಿಂದ 35 ವರ್ಷದೊಳಗಿನ ಯುವಕ ಯುವತಿಯರು ಸಂಘಕ್ಕೆ ನೋಂದಣಿ ಮಾಡಿಕೊಳ್ಳಬಹುದು. ಪ್ರತಿ ಸಂಘದಲ್ಲಿ ಕನಿಷ್ಠ 15 ಮತ್ತು ಗರಿಷ್ಠ 100 ಸದಸ್ಯರಿರಬಹುದು. ನೋಂದಾಯಿತ ಸಂಘಗಳಿಗೆ ಸರ್ಕಾರದಿಂದ ಆರ್ಥಿಕ ನೆರವು ಹಾಗೂ ತರಬೇತಿ ನೀಡಲಾಗುವುದು. ಕೌಶಲ್ಯ ಅಭಿವೃದ್ಧಿ, ನಾಯಕತ್ವ ತರಬೇತಿ, ಸ್ವಯಂ ಉದ್ಯೋಗ ಹಾಗೂ ಸಾಮಾಜಿಕ ಸೇವಾ ಚಟುವಟಿಕೆಗಳಲ್ಲಿ ಯುವಜನರು ತೊಡಗಿಸಿಕೊಳ್ಳಲು ಈ ಯೋಜನೆ ಸಹಕಾರಿಯಾಗಿದೆ. ಆಸಕ್ತರು ಸಂಬಂಧಿಸಿದ ಗ್ರಾಮ ಪಂಚಾಯತಿ ಅಥವಾ ನಗರ ಸ್ಥಳೀಯ ಸಂಸ್ಥೆ ಕಚೇರಿಯನ್ನು ಸಂಪರ್ಕಿಸಿ ನೋಂದಣಿ ಮಾಡಿಕೊಳ್ಳಬೇಕು ಎಂದು ತಿಳಿಸಿದ್ದಾರೆ. bbox=[999, 1586, 1436, 1716]
section-rule bbox=[346, 1136, 1094, 1138]
globe-icon: e bbox=[1156, 89, 1170, 104]
story-text: ಶ್ರಾವಣ ಮಾಸದ ಪ್ರಯುಕ್ತ ಕುಮಟಾ ತಾಲೂಕಿನ ದೇಶಭಂಡಾರಿ ಸಮಾಜದ ವತಿಯಿಂದ ಪಟ್ಟಣದಲ್ಲಿ ಸಾಮೂಹಿಕ ಸತ್ಯನಾರಾಯಣ ಪೂಜೆ ಭಕ್ತಿಭಾವದಿಂದ ನೆರವೇರಿತು. ಸಮಾಜದ ನೂರಾರು ಕುಟುಂಬಗಳು ಪೂಜೆಯಲ್ಲಿ ಪಾಲ್ಗೊಂಡು ಪ್ರಸಾದ ಸ್ವೀಕರಿಸಿದರು. ಸಮಾಜದ ಏಕತೆ ಮತ್ತು ಸಾಂಸ್ಕೃತಿಕ ಪರಂಪರೆಯನ್ನು ಉಳಿಸುವ ನಿಟ್ಟಿನಲ್ಲಿ ಪ್ರತಿವರ್ಷ ಈ ಕಾರ್ಯಕ್ರಮ ಆಯೋಜಿಸಲಾಗುತ್ತಿದೆ ಎಂದು ಸಮಾಜದ ಮುಖಂಡರು ತಿಳಿಸಿದರು. bbox=[348, 1202, 593, 1302]
photo-face bbox=[460, 323, 514, 387]
byline: *ಜನಮಾಧ್ಯಮ, ಕುಮಟಾ: bbox=[348, 1202, 448, 1215]
quote-text: ಇಂದು 'ಶಮ' ಸಂಸ್ಥೆಗೆ ವ್ಯಾಪಿಸಿದ್ದು, ವಿದೇಶಿಯರೂ ಮನ್ನಿಸುತ್ತಿದ್ದು ಮಾನವ ಪ್ರಸ್ತುತ ಚೇತರಿಸುತ್ತಿದ್ದೆ ವ್ಯಾಯಾಮವನ್ನು ಕ್ರಮವಾಗಿ ಮಾಡಬೇಕು. ಒಬ್ಬರೇ ವಿಶಿಷ್ಟತ ಕ್ರಮವನ್ನು ಹೊರತಾಗಿ ಹೃದಯವಾಹಿನಿಯ ಸಾಧನೆಯನ್ನು ನಿತ್ಯ ಅಭ್ಯಾಸಿಸಬೇಕು. ಇದರಿಂದ ಆಯುರ್ವೇದ ಆಯುಷ್ಯ ಹೆಚ್ಚುತ್ತದೆ. bbox=[839, 295, 1083, 378]
quote-text: ಕಾಂಡ್ಲಾ (ಮ್ಯಾಂಗ್ರೋವ್) ಫಾರೆಸ್ಟ್ ಇದು ಬಗೆ ಪ್ರವಾಹ ಸ್ಥಳ ಮತ್ತು ಅಲ್ಲಿ ವಿಶಿಷ್ಟ ಜೀವ ಸಂಕುಲಗಳ ಬಗ್ಗೆ ತೀರದುದ್ದಕ್ಕೂ ಮಾಹಿತಿ ನೀಡಲಾಯಿತು. ಕೇಂದ್ರ ಪ್ರದೇಶದ ಪ್ರಮುಖ ಸ್ಥಳ ಎಂದು ಹೇಳುವ ಮೂಲಕ ಪಡೆಯಲಾಗಿದೆ. ವಿದ್ಯಾರ್ಥಿಗಳು ಹಾಗೂ ಸಮಿತಿಯ ಸದಸ್ಯರು ಪಾಲ್ಗೊಂಡಿದ್ದರು. bbox=[837, 927, 1076, 1006]
rakshabandhan-body bbox=[1110, 776, 1438, 949]
taluka-quote-box bbox=[826, 915, 1095, 1106]
main-story-body bbox=[883, 492, 1092, 705]
ad-text: ಸುಂದರ ವಿನ್ಯಾಸ, ಸ್ಪುಟವಾದ ಮಾಹಿತಿಯುಳ್ಳ ಆಕರ್ಷಕ ಜಾಹೀರಾತು ಪ್ರಕಟಿಸಿ ಸಂಪರ್ಕಿಸಿ: bbox=[43, 1313, 321, 1357]
main-headline: ದೇಹವೆಂಬ ವಾಹನ ಚಲಿಸಲು ಮನಸ್ಸು, ಓಜಸ್ಸುಗಳೆಂಬ ಶಕ್ತಿ ಅಗತ್ಯ: ರಾಘವೇಶ್ವರ ಶ್ರೀ bbox=[332, 137, 958, 259]
story-text: ಅಲ್ಪಸಂಖ್ಯಾತರ ಕಲ್ಯಾಣ ಇಲಾಖೆ ವತಿಯಿಂದ 2025-26ನೇ ಸಾಲಿಗೆ ರಾಜ್ಯ ಸರ್ಕಾರ ಮಾನ್ಯತೆ ಪಡೆದ ವಿಶ್ವವಿದ್ಯಾಲಯಗಳಲ್ಲಿ ಪೂರ್ಣಾವಧಿ ಪಿ.ಎಚ್.ಡಿ ಅಧ್ಯಯನ ಮಾಡುತ್ತಿರುವ ಅಲ್ಪಸಂಖ್ಯಾತ ಸಮುದಾಯದ ವಿದ್ಯಾರ್ಥಿಗಳಿಂದ ಫೆಲೋಶಿಪ್‌ಗಾಗಿ ಅರ್ಜಿ ಆಹ್ವಾನಿಸಲಾಗಿದೆ. ಅರ್ಹ ವಿದ್ಯಾರ್ಥಿಗಳು ಇಲಾಖೆಯ ವೆಬ್‌ಸೈಟ್ https://sevasindhu.karnataka.gov.in ಮೂಲಕ ಆನ್‌ಲೈನ್ ಅರ್ಜಿ ಸಲ್ಲಿಸಬಹುದು. ಕುಟುಂಬದ ವಾರ್ಷಿಕ ಆದಾಯ ರೂ.8 ಲಕ್ಷ ಮೀರಿರಬಾರದು. ಹೆಚ್ಚಿನ ಮಾಹಿತಿಗಾಗಿ ಜಿಲ್ಲಾ ಅಲ್ಪಸಂಖ್ಯಾತರ ಕಲ್ಯಾಣ ಅಧಿಕಾರಿಗಳ ಕಚೇರಿ, ದೂರವಾಣಿ ಸಂಖ್ಯೆ: 08382-220336 ಅಥವಾ ಸಹಾಯವಾಣಿ 8277799990 ಸಂಪರ್ಕಿಸಬಹುದು ಎಂದು ಪ್ರಕಟಣೆ ತಿಳಿಸಿದೆ. bbox=[999, 1949, 1436, 2034]
newspaper-thumbnail[interactable] bbox=[837, 2134, 1441, 2448]
section-rule bbox=[18, 2130, 1441, 2132]
phd-body bbox=[999, 1948, 1436, 2125]
issue-date: ಸೋಮವಾರ | ಆಗಸ್ಟ್ | 31 | 2026 bbox=[1160, 31, 1357, 48]
phd-headline: ಪಿ.ಎಚ್.ಡಿ ಫೆಲೋಶಿಪ್ ಅರ್ಜಿ ಆಹ್ವಾನ bbox=[995, 1899, 1441, 1940]
left-story-body bbox=[36, 209, 328, 1288]
byline: *ಜನಮಾಧ್ಯಮ, ಕಾರವಾರ: bbox=[999, 1949, 1097, 1961]
folk-dance-photo bbox=[1108, 1024, 1438, 1206]
bharat-jodo-headline: ಭಾರತ್ ಜೋಡೋ ಯುವ ಸಂಘಕ್ಕೆ ನೋಂದಣಿ ಮಾಡಿಕೊಳ್ಳಿ: ಶಾಸಕ ಸೈಲ್ bbox=[1007, 1480, 1409, 1542]
ad-contact-bar[interactable] bbox=[36, 2458, 814, 2501]
shravana-story-body bbox=[348, 1201, 593, 1456]
byline: *ಜನಮಾಧ್ಯಮ, ಕಾರವಾರ: bbox=[36, 210, 133, 223]
contact-phone[interactable]: +91 82772 80759 bbox=[136, 2461, 443, 2498]
ad-offer-band: ಅತಿ ಕಡಿಮೆ ಬೆಲೆಯಲ್ಲಿ ಪ್ಯಾಕೇಜ್ ಜಾಹೀರಾತುಗಳನ್ನು ಪ್ರಕಟಿಸುವ ಅವಕಾಶ bbox=[36, 2403, 814, 2447]
